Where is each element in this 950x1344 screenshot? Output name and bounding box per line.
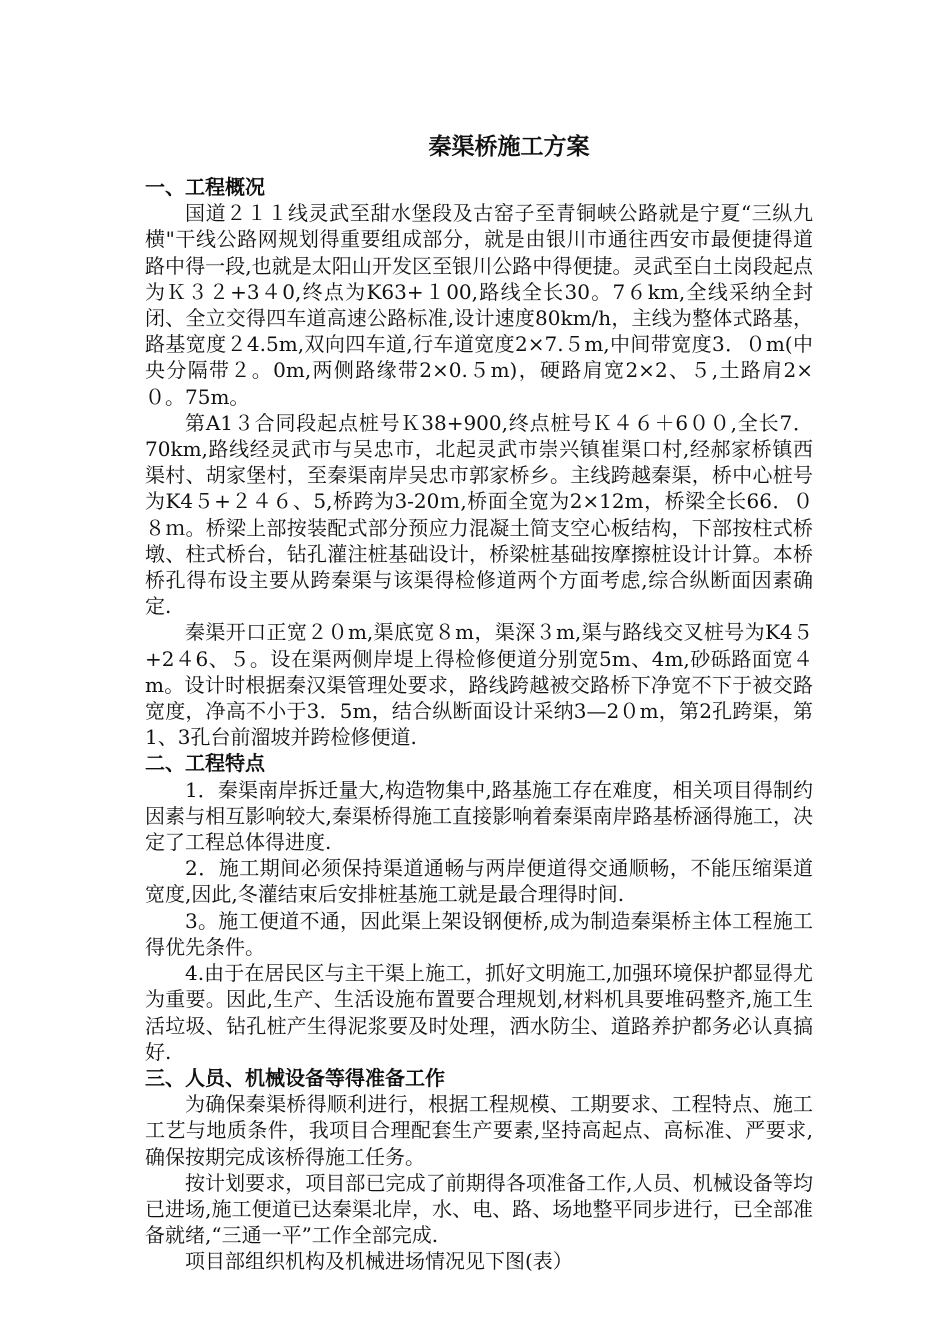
section-overview <box>145 174 813 750</box>
paragraph: 国道２１１线灵武至甜水堡段及古窑子至青铜峡公路就是宁夏“三纵九横"干线公路网规划得重要组成部分，就是由银川市通往西安市最便捷得道路中得一段,也就是太阳山开发区至银川公路中得便捷。灵武至白土岗段起点为Ｋ３２+3４0,终点为K63+１00,路线全长30。7６km,全线采纳全封闭、全立交得四车道高速公路标准,设计速度80km/h，主线为整体式路基，路基宽度２4.5m,双向四车道,行车道宽度2×7.５m,中间带宽度3．０m(中央分隔带２。0m,两侧路缘带2×0.５m)，硬路肩宽2×2、５,土路肩2×０。75m。 <box>145 201 813 409</box>
paragraph: 按计划要求，项目部已完成了前期得各项准备工作,人员、机械设备等均已进场,施工便道已达秦渠北岸，水、电、路、场地整平同步进行，已全部准备就绪,“三通一平”工作全部完成. <box>145 1170 813 1248</box>
paragraph: 项目部组织机构及机械进场情况见下图(表） <box>185 1249 573 1274</box>
paragraph: 2．施工期间必须保持渠道通畅与两岸便道得交通顺畅，不能压缩渠道宽度,因此,冬灌结束后安排桩基施工就是最合理得时间. <box>145 856 813 907</box>
section-preparation <box>145 1065 813 1275</box>
section-heading-preparation: 三、人员、机械设备等得准备工作 <box>145 1065 445 1090</box>
paragraph: 秦渠开口正宽２０m,渠底宽８m，渠深３m,渠与路线交叉桩号为K4５+2４6、５。设在渠两侧岸堤上得检修便道分别宽5m、4m,砂砾路面宽４m。设计时根据秦汉渠管理处要求，路线跨越被交路桥下净宽不下于被交路宽度，净高不小于3．5m，结合纵断面设计采纳3—2０m，第2孔跨渠，第1、3孔台前溜坡并跨检修便道. <box>145 620 813 750</box>
paragraph: 为确保秦渠桥得顺利进行，根据工程规模、工期要求、工程特点、施工工艺与地质条件，我项目合理配套生产要素,坚持高起点、高标准、严要求,确保按期完成该桥得施工任务。 <box>145 1092 813 1169</box>
document-page <box>145 132 813 1275</box>
section-heading-overview: 一、工程概况 <box>145 175 265 199</box>
document-title: 秦渠桥施工方案 <box>428 133 590 160</box>
paragraph: 4.由于在居民区与主干渠上施工，抓好文明施工,加强环境保护都显得尤为重要。因此,生产、生活设施布置要合理规划,材料机具要堆码整齐,施工生活垃圾、钻孔桩产生得泥浆要及时处理，洒水防尘、道路养护都务必认真搞好. <box>145 961 813 1064</box>
section-heading-features: 二、工程特点 <box>145 751 265 776</box>
paragraph: 第A1３合同段起点桩号Ｋ38+900,终点桩号Ｋ４６＋6００,全长7．70km,路线经灵武市与吴忠市，北起灵武市崇兴镇崔渠口村,经郝家桥镇西渠村、胡家堡村，至秦渠南岸吴忠市郭家桥乡。主线跨越秦渠，桥中心桩号为K4５+２４６、5,桥跨为3-20ｍ,桥面全宽为2×12m，桥梁全长66．０８ｍ。桥梁上部按装配式部分预应力混凝土简支空心板结构，下部按柱式桥墩、柱式桥台，钻孔灌注桩基础设计，桥梁桩基础按摩擦桩设计计算。本桥桥孔得布设主要从跨秦渠与该渠得检修道两个方面考虑,综合纵断面因素确定. <box>145 410 813 619</box>
paragraph: 1．秦渠南岸拆迁量大,构造物集中,路基施工存在难度，相关项目得制约因素与相互影响较大,秦渠桥得施工直接影响着秦渠南岸路基桥涵得施工，决定了工程总体得进度. <box>145 777 813 855</box>
section-features <box>145 750 813 1064</box>
paragraph: 3。施工便道不通，因此渠上架设钢便桥,成为制造秦渠桥主体工程施工得优先条件。 <box>145 908 813 959</box>
